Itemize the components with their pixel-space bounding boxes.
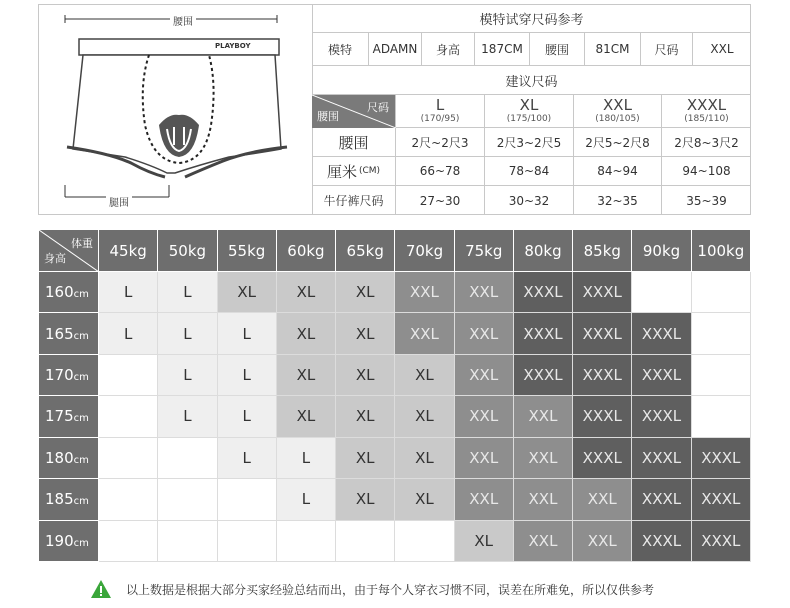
model-cell: 身高: [422, 33, 475, 65]
size-cell: XXXL: [691, 437, 750, 478]
corner-size-label: 尺码: [367, 101, 389, 114]
weight-header: 100kg: [691, 230, 750, 272]
weight-header: 60kg: [276, 230, 335, 272]
size-head-L: L (170/95): [396, 95, 485, 127]
model-cell: ADAMN: [369, 33, 422, 65]
size-cell: [99, 479, 158, 520]
size-cell: [217, 479, 276, 520]
size-cell: XXL: [573, 479, 632, 520]
suggest-title-row: [312, 66, 751, 95]
size-cell: XL: [217, 272, 276, 313]
size-cell: L: [158, 313, 217, 354]
model-cell: 模特: [312, 33, 369, 65]
size-cell: [99, 520, 158, 561]
size-cell: XXXL: [573, 313, 632, 354]
size-cell: XXL: [454, 396, 513, 437]
height-label: 170cm: [39, 354, 99, 395]
size-cell: XL: [395, 437, 454, 478]
size-cell: [691, 272, 750, 313]
footer-note: [90, 578, 654, 600]
size-cell: XXL: [395, 272, 454, 313]
row-label: 腰围: [312, 128, 396, 156]
size-cell: XXL: [513, 396, 572, 437]
suggest-row: [312, 157, 751, 186]
size-cell: [632, 272, 691, 313]
size-cell: L: [158, 354, 217, 395]
suggest-value: 66~78: [396, 157, 485, 185]
model-cell: XXL: [710, 42, 734, 56]
weight-header: 70kg: [395, 230, 454, 272]
height-row: [39, 520, 751, 561]
size-cell: XXXL: [691, 520, 750, 561]
size-cell: XL: [395, 354, 454, 395]
size-cell: XXL: [573, 520, 632, 561]
size-cell: XXXL: [513, 272, 572, 313]
model-cell: 尺码: [641, 33, 693, 65]
size-cell: XL: [395, 479, 454, 520]
weight-header: 80kg: [513, 230, 572, 272]
size-cell: XXL: [395, 313, 454, 354]
size-cell: [99, 437, 158, 478]
chart-corner: [39, 230, 99, 272]
suggest-value: 2尺3~2尺5: [485, 128, 574, 156]
size-cell: [99, 354, 158, 395]
size-cell: XXXL: [513, 313, 572, 354]
size-cell: L: [217, 396, 276, 437]
spec-table: [312, 4, 751, 215]
size-cell: XXXL: [573, 354, 632, 395]
size-cell: L: [276, 479, 335, 520]
weight-header-row: [39, 230, 751, 272]
size-cell: XXXL: [513, 354, 572, 395]
suggest-value: 30~32: [485, 186, 574, 215]
height-row: [39, 313, 751, 354]
suggest-header-row: [312, 95, 751, 128]
size-cell: L: [217, 354, 276, 395]
size-cell: L: [158, 272, 217, 313]
model-cell: 187CM: [475, 33, 530, 65]
row-label: 厘米 (CM): [312, 157, 396, 185]
size-cell: L: [217, 437, 276, 478]
size-cell: XXXL: [573, 272, 632, 313]
model-row: [312, 33, 751, 66]
warning-icon: [90, 579, 112, 599]
weight-header: 55kg: [217, 230, 276, 272]
size-cell: L: [158, 396, 217, 437]
suggest-value: 78~84: [485, 157, 574, 185]
size-cell: XL: [276, 354, 335, 395]
suggest-value: 2尺~2尺3: [396, 128, 485, 156]
suggest-value: 94~108: [682, 164, 731, 178]
size-cell: [158, 520, 217, 561]
size-cell: [395, 520, 454, 561]
height-axis-label: 身高: [44, 252, 66, 265]
size-cell: XL: [276, 313, 335, 354]
weight-header: 45kg: [99, 230, 158, 272]
size-cell: XL: [276, 396, 335, 437]
size-cell: XXXL: [573, 437, 632, 478]
size-cell: XL: [336, 479, 395, 520]
size-chart: [38, 229, 751, 562]
size-cell: XXL: [454, 272, 513, 313]
suggest-row: [312, 128, 751, 157]
height-row: [39, 437, 751, 478]
size-cell: XXXL: [573, 396, 632, 437]
size-cell: [336, 520, 395, 561]
suggest-value: 35~39: [686, 193, 727, 208]
size-cell: [158, 437, 217, 478]
size-cell: [99, 396, 158, 437]
model-cell: 81CM: [585, 33, 641, 65]
brand-label: PLAYBOY: [215, 42, 251, 50]
weight-axis-label: 体重: [71, 237, 93, 250]
briefs-drawing: [39, 5, 313, 214]
height-row: [39, 272, 751, 313]
suggest-corner: [312, 95, 396, 128]
size-cell: XXL: [513, 437, 572, 478]
height-row: [39, 396, 751, 437]
suggest-value: 27~30: [396, 186, 485, 215]
size-cell: XL: [276, 272, 335, 313]
size-head-XXL: XXL (180/105): [574, 95, 662, 127]
suggest-title: 建议尺码: [505, 74, 558, 90]
size-cell: [691, 313, 750, 354]
height-label: 160cm: [39, 272, 99, 313]
size-cell: XXXL: [632, 437, 691, 478]
leg-label: 腿围: [106, 194, 132, 209]
size-cell: XXL: [513, 479, 572, 520]
size-head-XL: XL (175/100): [485, 95, 574, 127]
suggest-value: 2尺5~2尺8: [574, 128, 662, 156]
model-title: 模特试穿尺码参考: [479, 12, 584, 28]
size-cell: XXXL: [632, 313, 691, 354]
size-cell: XL: [336, 437, 395, 478]
disclaimer-text: 以上数据是根据大部分买家经验总结而出，由于每个人穿衣习惯不同，误差在所难免，所以仅供参考: [126, 582, 655, 597]
briefs-illustration: [39, 5, 313, 214]
height-label: 165cm: [39, 313, 99, 354]
suggest-row: [312, 186, 751, 215]
size-cell: XL: [395, 396, 454, 437]
size-cell: XL: [336, 272, 395, 313]
size-cell: XXXL: [632, 479, 691, 520]
row-label: 牛仔裤尺码: [312, 186, 396, 215]
size-cell: XL: [454, 520, 513, 561]
size-cell: XL: [336, 396, 395, 437]
size-cell: [217, 520, 276, 561]
size-cell: [276, 520, 335, 561]
size-cell: XXL: [454, 354, 513, 395]
size-cell: XXXL: [691, 479, 750, 520]
size-cell: [158, 479, 217, 520]
size-cell: XXL: [454, 313, 513, 354]
size-head-XXXL: XXXL (185/110): [684, 96, 729, 124]
size-cell: XL: [336, 313, 395, 354]
height-row: [39, 479, 751, 520]
size-cell: XL: [336, 354, 395, 395]
weight-header: 75kg: [454, 230, 513, 272]
size-cell: [691, 396, 750, 437]
suggest-value: 32~35: [574, 186, 662, 215]
size-cell: XXXL: [632, 354, 691, 395]
size-cell: L: [276, 437, 335, 478]
height-label: 175cm: [39, 396, 99, 437]
weight-header: 85kg: [573, 230, 632, 272]
height-label: 180cm: [39, 437, 99, 478]
corner-waist-label: 腰围: [317, 110, 339, 123]
model-cell: 腰围: [530, 33, 585, 65]
size-cell: XXL: [513, 520, 572, 561]
weight-header: 65kg: [336, 230, 395, 272]
size-cell: L: [99, 313, 158, 354]
suggest-value: 84~94: [574, 157, 662, 185]
size-cell: XXL: [454, 479, 513, 520]
height-label: 190cm: [39, 520, 99, 561]
height-label: 185cm: [39, 479, 99, 520]
size-cell: XXL: [454, 437, 513, 478]
weight-header: 50kg: [158, 230, 217, 272]
model-title-row: [312, 4, 751, 33]
size-cell: XXXL: [632, 520, 691, 561]
waist-label: 腰围: [170, 13, 196, 28]
size-cell: XXXL: [632, 396, 691, 437]
size-cell: L: [217, 313, 276, 354]
height-row: [39, 354, 751, 395]
suggest-value: 2尺8~3尺2: [674, 135, 739, 150]
size-cell: L: [99, 272, 158, 313]
size-cell: [691, 354, 750, 395]
weight-header: 90kg: [632, 230, 691, 272]
